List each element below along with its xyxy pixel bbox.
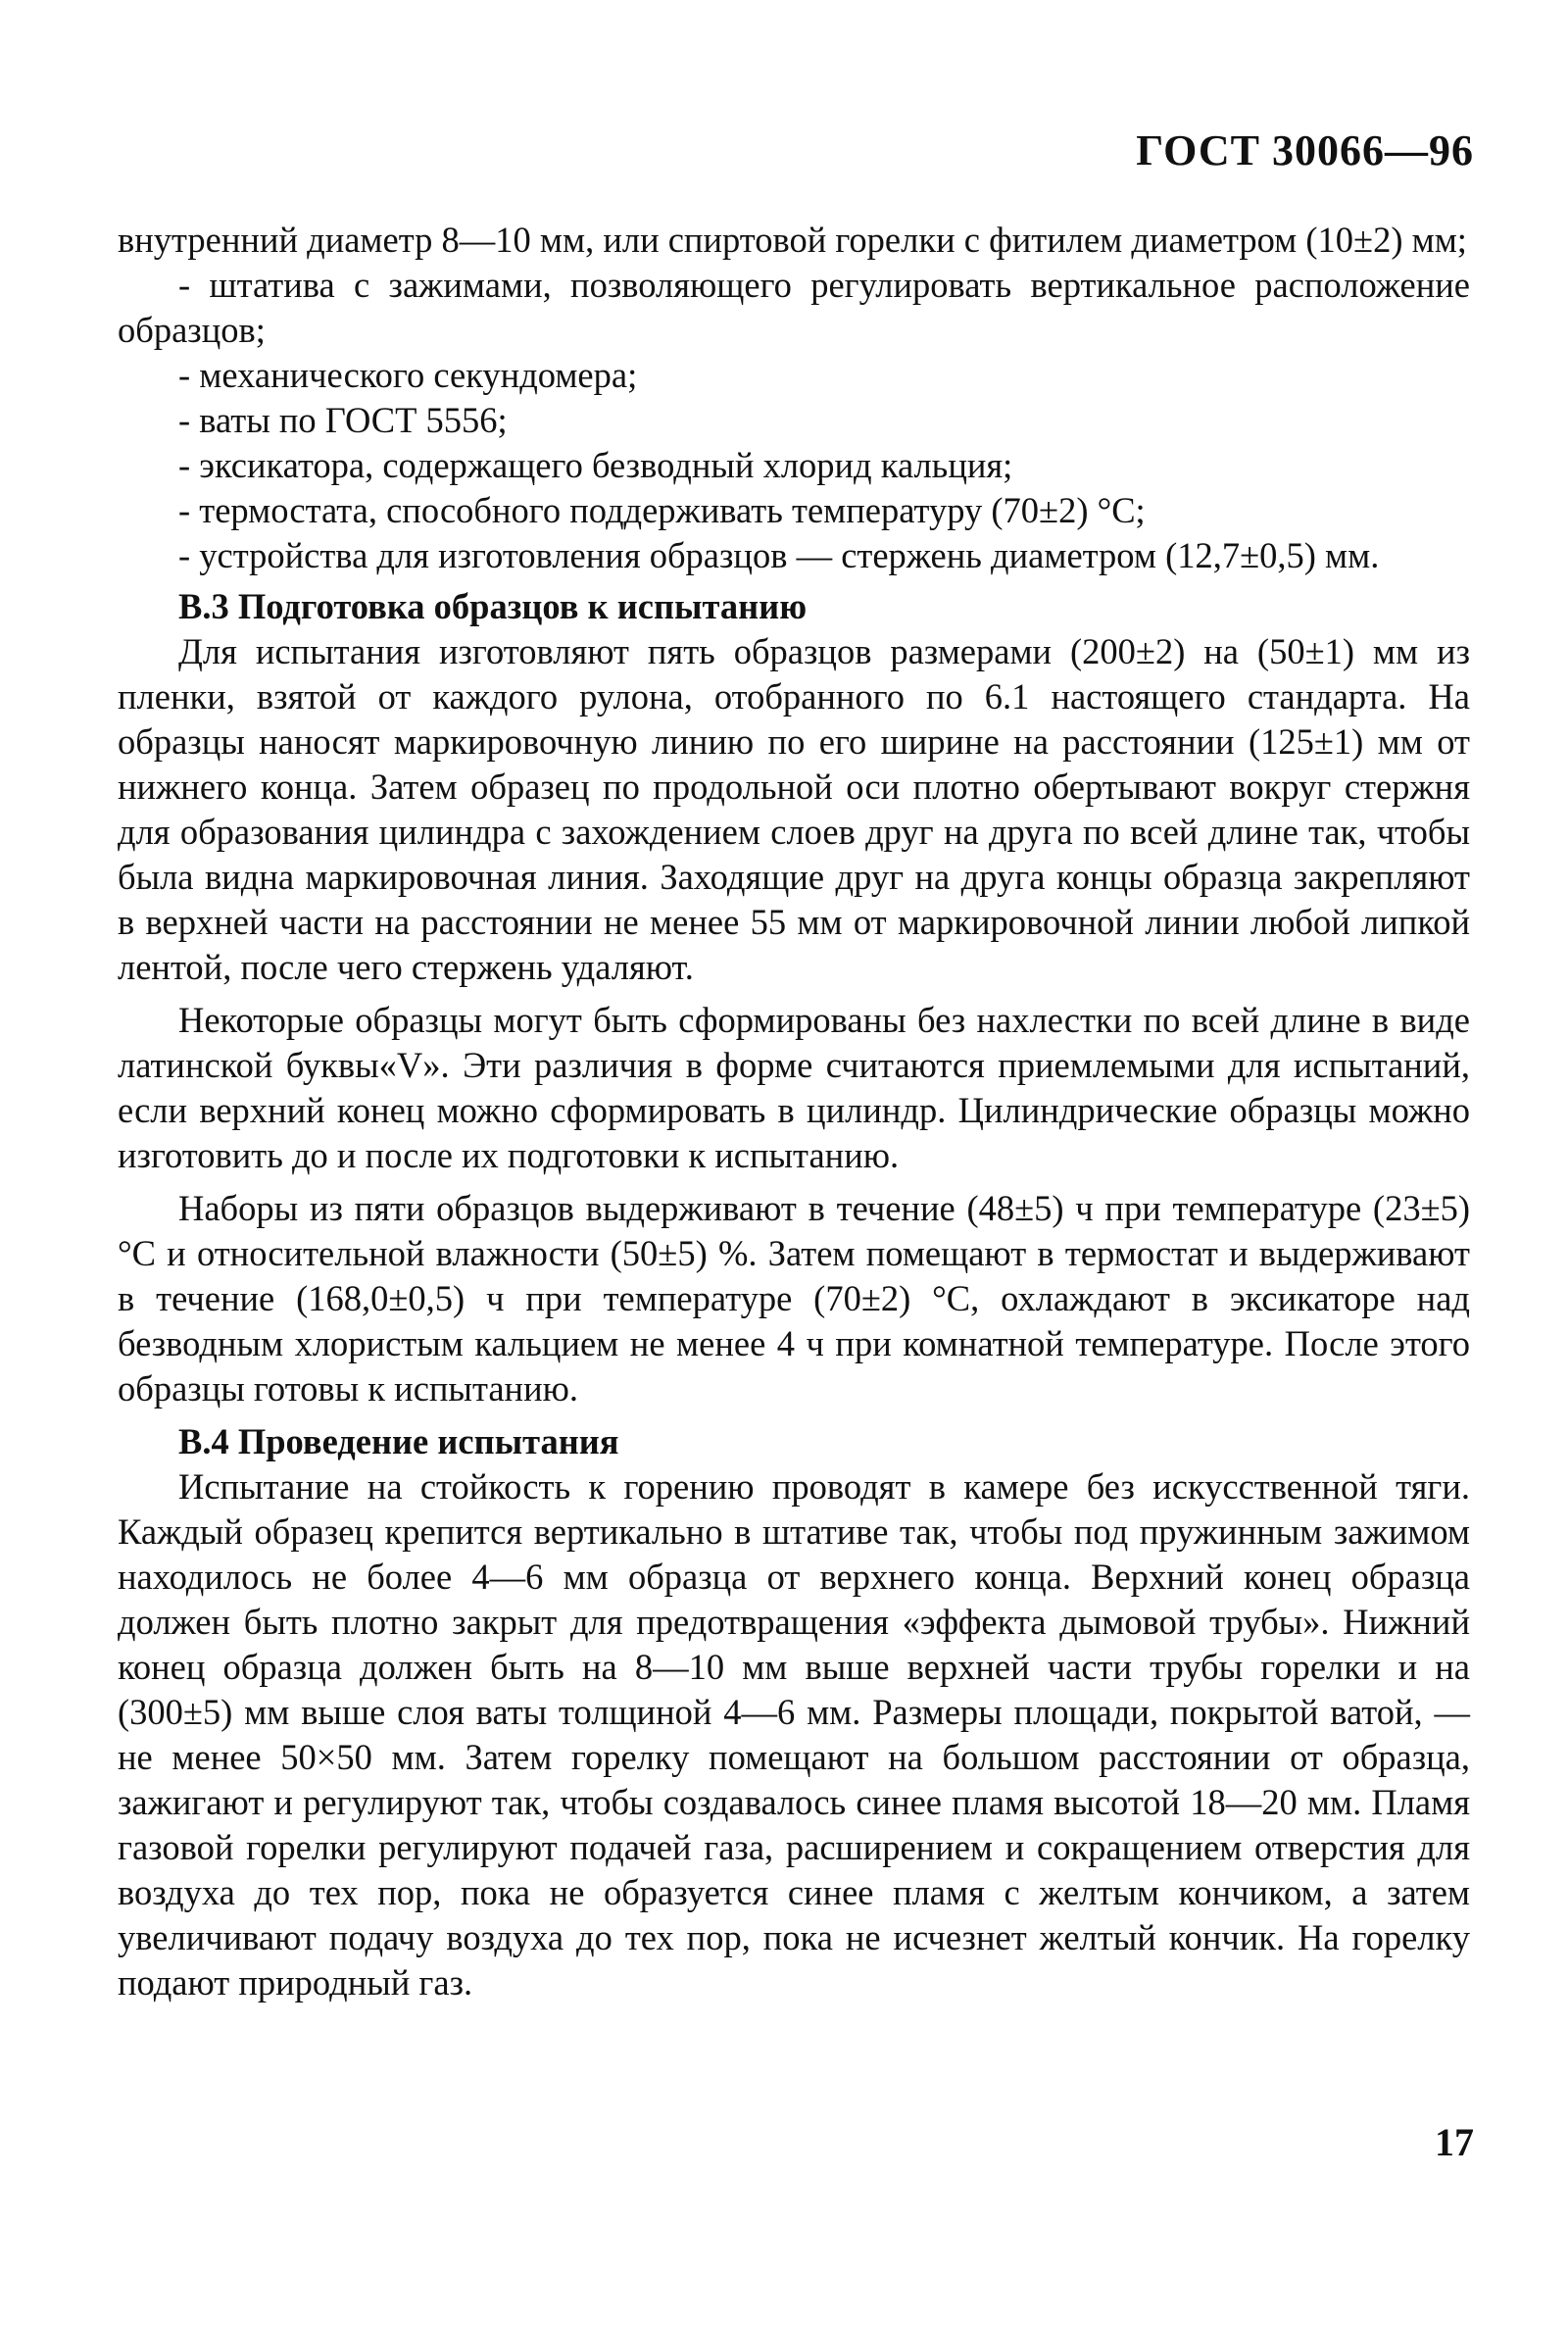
list-item: - эксикатора, содержащего безводный хлорид кальция; — [178, 445, 1013, 485]
list-item: - механического секундомера; — [178, 355, 638, 395]
list-item: - устройства для изготовления образцов — стержень диаметром (12,7±0,5) мм. — [178, 535, 1380, 575]
equipment-list — [118, 263, 1470, 578]
body-paragraph: внутренний диаметр 8—10 мм, или спиртовой горелки с фитилем диаметром (10±2) мм; — [118, 220, 1467, 260]
body-paragraph: Для испытания изготовляют пять образцов размерами (200±2) на (50±1) мм из пленки, взятой от каждого рулона, отобранного по 6.1 настоящего стандарта. На образцы наносят маркировочную линию по его ширине на расстоянии (125±1) мм от нижнего конца. Затем образец по продольной оси плотно обертывают вокруг стержня для образования цилиндра с захождением слоев друг на друга по всей длине так, чтобы была видна маркировочная линия. Заходящие друг на друга концы образца закрепляют в верхней части на расстоянии не менее 55 мм от маркировочной линии любой липкой лентой, после чего стержень удаляют. — [118, 631, 1470, 987]
list-item: - ваты по ГОСТ 5556; — [178, 400, 508, 440]
doc-header-code: ГОСТ 30066—96 — [1136, 126, 1474, 174]
section-title-b3: В.3 Подготовка образцов к испытанию — [178, 586, 808, 626]
list-item: - термостата, способного поддерживать температуру (70±2) °С; — [178, 490, 1146, 530]
document-body — [118, 218, 1470, 2005]
body-paragraph: Испытание на стойкость к горению проводят в камере без искусственной тяги. Каждый образец крепится вертикально в штативе так, чтобы под пружинным зажимом находилось не более 4—6 мм образца от верхнего конца. Верхний конец образца должен быть плотно закрыт для предотвращения «эффекта дымовой трубы». Нижний конец образца должен быть на 8—10 мм выше верхней части трубы горелки и на (300±5) мм выше слоя ваты толщиной 4—6 мм. Размеры площади, покрытой ватой, — не менее 50×50 мм. Затем горелку помещают на большом расстоянии от образца, зажигают и регулируют так, чтобы создавалось синее пламя высотой 18—20 мм. Пламя газовой горелки регулируют подачей газа, расширением и сокращением отверстия для воздуха до тех пор, пока не образуется синее пламя с желтым кончиком, а затем увеличивают подачу воздуха до тех пор, пока не исчезнет желтый кончик. На горелку подают природный газ. — [118, 1466, 1470, 2003]
body-paragraph: Некоторые образцы могут быть сформированы без нахлестки по всей длине в виде латинской буквы«V». Эти различия в форме считаются приемлемыми для испытаний, если верхний конец можно сформировать в цилиндр. Цилиндрические образцы можно изготовить до и после их подготовки к испытанию. — [118, 1000, 1470, 1175]
body-paragraph: Наборы из пяти образцов выдерживают в течение (48±5) ч при температуре (23±5) °С и относительной влажности (50±5) %. Затем помещают в термостат и выдерживают в течение (168,0±0,5) ч при температуре (70±2) °С, охлаждают в эксикаторе над безводным хлористым кальцием не менее 4 ч при комнатной температуре. После этого образцы готовы к испытанию. — [118, 1188, 1470, 1409]
section-title-b4: В.4 Проведение испытания — [178, 1421, 619, 1461]
page-number: 17 — [1435, 2120, 1474, 2164]
list-item: - штатива с зажимами, позволяющего регулировать вертикальное расположение образцов; — [118, 265, 1470, 350]
